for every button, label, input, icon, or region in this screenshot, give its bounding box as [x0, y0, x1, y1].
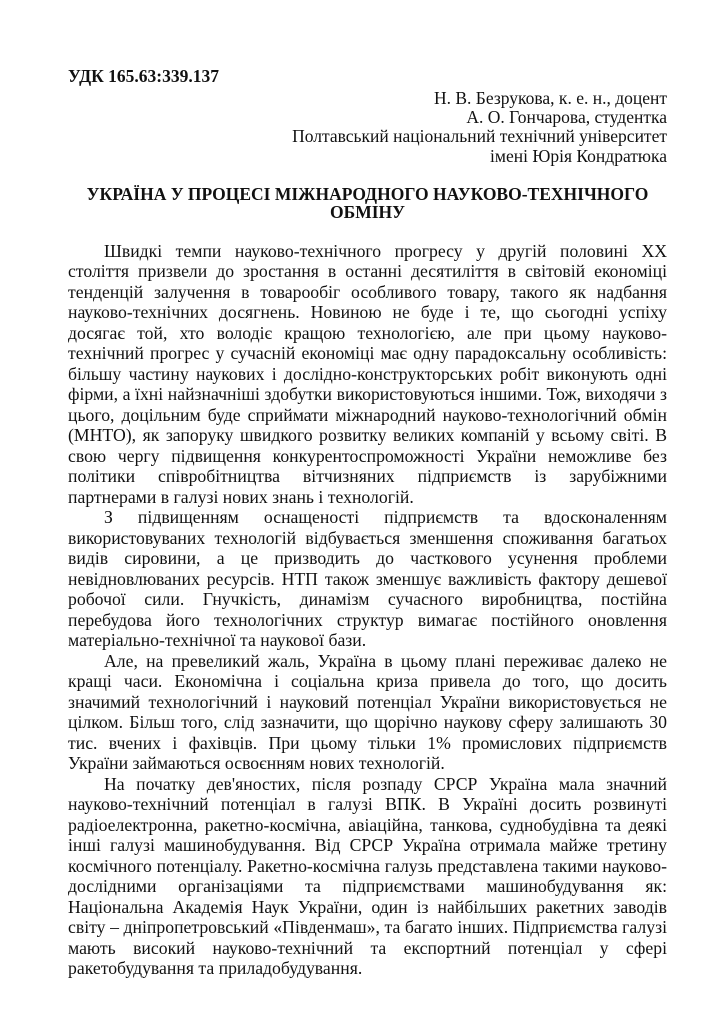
affiliation-name: імені Юрія Кондратюка [490, 145, 667, 166]
paragraph-4: На початку дев'яностих, після розпаду СРСР Україна мала значний науково-технічний потенціал в галузі ВПК. В Україні досить розвинуті радіоелектронна, ракетно-космічна, авіаційна, танкова, суднобудівна та деякі інші галузі машинобудування. Від СРСР Україна отримала майже третину космічного потенціалу. Ракетно-космічна галузь представлена такими науково-дослідними організаціями та підприємствами машинобудування як: Національна Академія Наук України, один із найбільших ракетних заводів світу – дніпропетровський «Південмаш», та багато інших. Підприємства галузі мають високий науково-технічний та експортний потенціал у сфері ракетобудування та приладобудування. [68, 773, 667, 979]
paragraph-3: Але, на превеликий жаль, Україна в цьому плані переживає далеко не кращі часи. Економічна і соціальна криза привела до того, що досить значимий технологічний і науковий потенціал України використовується не цілком. Більш того, слід зазначити, що щорічно наукову сферу залишають 30 тис. вчених і фахівців. При цьому тільки 1% промислових підприємств України займаються освоєнням нових технологій. [68, 650, 667, 774]
title-line-2: ОБМІНУ [330, 202, 405, 223]
author-1: Н. В. Безрукова, к. е. н., доцент [434, 88, 667, 108]
paragraph-2: З підвищенням оснащеності підприємств та вдосконаленням використовуваних технологій відбувається зменшення споживання багатьох видів сировини, а це призводить до часткового усунення проблеми невідновлюваних ресурсів. НТП також зменшує важливість фактору дешевої робочої сили. Гнучкість, динамізм сучасного виробництва, постійна перебудова його технологічних структур вимагає постійного оновлення матеріально-технічної та наукової бази. [68, 507, 667, 651]
affiliation: Полтавський національний технічний університет [292, 126, 667, 147]
udk-code: УДК 165.63:339.137 [68, 66, 220, 86]
document-page [68, 66, 667, 979]
paragraph-1: Швидкі темпи науково-технічного прогресу у другій половині XX століття призвели до зростання в останні десятиліття в світовій економіці тенденцій залучення в товарообіг особливого товару, такого як надбання науково-технічних досягнень. Новиною не буде і те, що сьогодні успіху досягає той, хто володіє кращою технологією, але при цьому науково-технічний прогрес у сучасній економіці має одну парадоксальну особливість: більшу частину наукових і дослідно-конструкторських робіт виконують одні фірми, а їхні найзначніші здобутки використовуються іншими. Тож, виходячи з цього, доцільним буде сприймати міжнародний науково-технологічний обмін (МНТО), як запоруку швидкого розвитку великих компаній у всьому світі. В свою чергу підвищення конкурентоспроможності України неможливе без політики співробітництва вітчизняних підприємств із зарубіжними партнерами в галузі нових знань і технологій. [68, 240, 667, 507]
title-line-1: УКРАЇНА У ПРОЦЕСІ МІЖНАРОДНОГО НАУКОВО-ТЕХНІЧНОГО [86, 183, 649, 204]
article-body [68, 241, 667, 979]
author-block [68, 89, 667, 166]
author-2: А. О. Гончарова, студентка [466, 107, 667, 128]
article-title [68, 185, 667, 222]
